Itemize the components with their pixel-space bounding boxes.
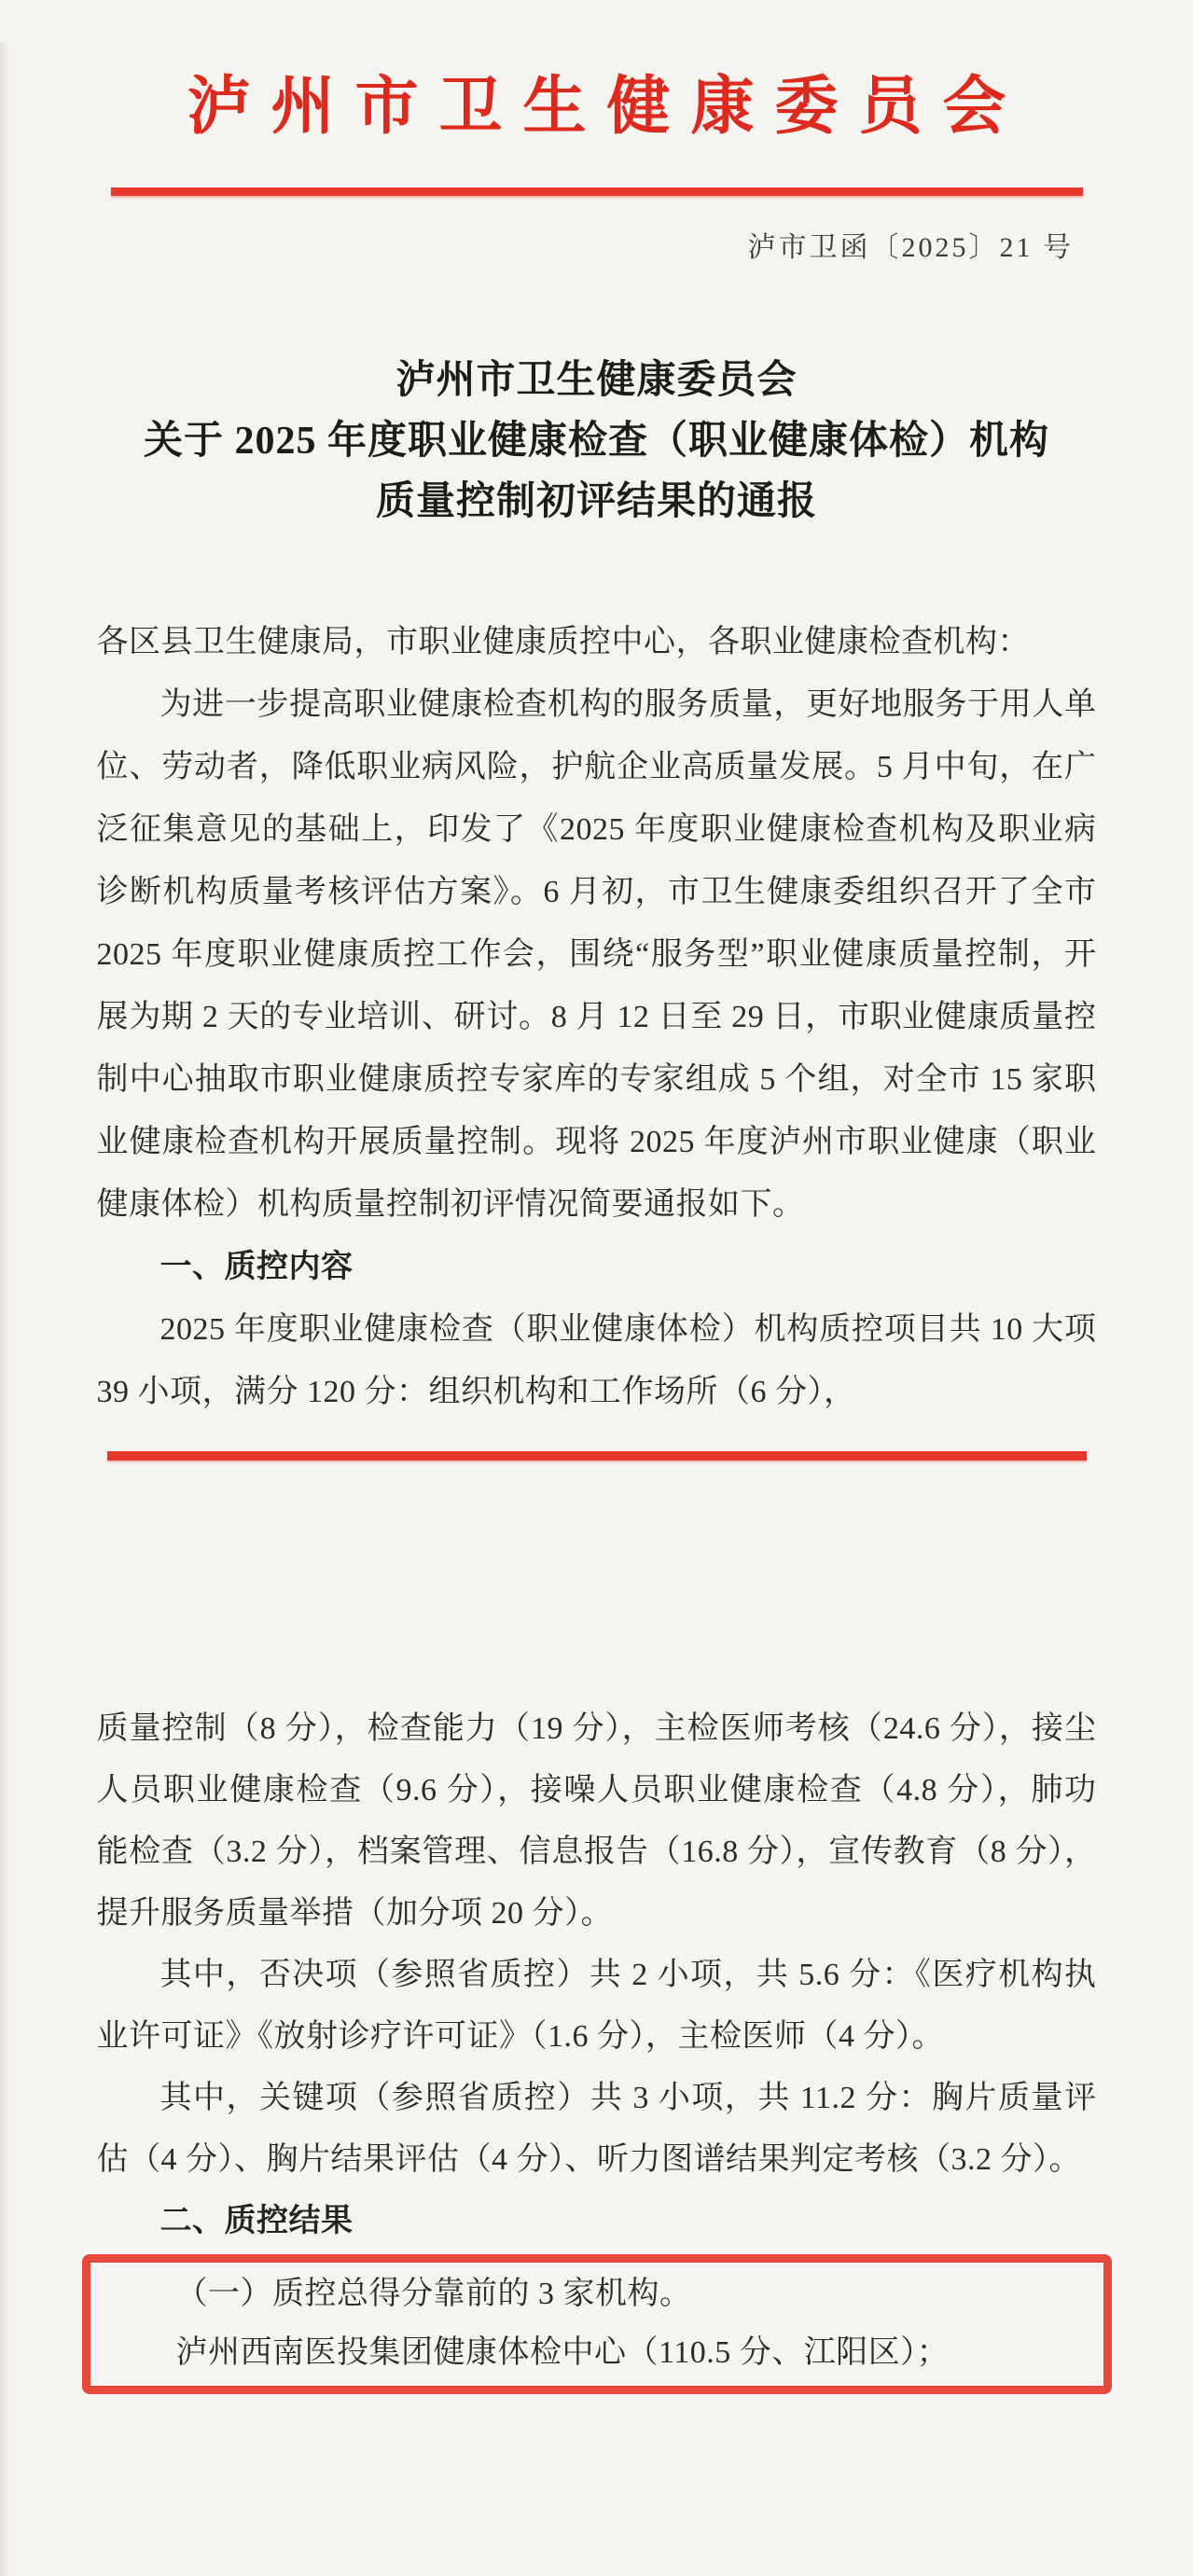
doc-title: [0, 351, 1193, 533]
doc-title-line-2: 关于 2025 年度职业健康检查（职业健康体检）机构: [143, 419, 1049, 463]
salutation: 各区县卫生健康局，市职业健康质控中心，各职业健康检查机构：: [96, 624, 1030, 659]
paragraph-veto-items: 其中，否决项（参照省质控）共 2 小项，共 5.6 分：《医疗机构执业许可证》《放射诊疗许可证》（1.6 分），主检医师（4 分）。: [96, 1957, 1097, 2054]
paragraph-quality-items-start: 2025 年度职业健康检查（职业健康体检）机构质控项目共 10 大项 39 小项，满分 120 分：组织机构和工作场所（6 分），: [96, 1311, 1097, 1409]
org-name-header: 泸州市卫生健康委员会: [187, 70, 1027, 142]
paragraph-quality-items-continued: 质量控制（8 分），检查能力（19 分），主检医师考核（24.6 分），接尘人员职业健康检查（9.6 分），接噪人员职业健康检查（4.8 分），肺功能检查（3.2 分），档案管理、信息报告（16.8 分），宣传教育（8 分），提升服务质量举措（加分项 20 分）。: [96, 1710, 1097, 1931]
doc-number: 泸市卫函〔2025〕21 号: [747, 231, 1074, 263]
doc-title-line-1: 泸州市卫生健康委员会: [395, 358, 798, 402]
highlight-box: [82, 2254, 1112, 2394]
page-edge-shadow: [0, 43, 9, 2576]
letterhead: [0, 43, 1193, 265]
section-heading-2: 二、质控结果: [160, 2203, 354, 2238]
paragraph-intro: 为进一步提高职业健康检查机构的服务质量，更好地服务于用人单位、劳动者，降低职业病风险，护航企业高质量发展。5 月中旬，在广泛征集意见的基础上，印发了《2025 年度职业健康检查机构及职业病诊断机构质量考核评估方案》。6 月初，市卫生健康委组织召开了全市 2025 年度职业健康质控工作会，围绕“服务型”职业健康质量控制，开展为期 2 天的专业培训、研讨。8 月 12 日至 29 日，市职业健康质量控制中心抽取市职业健康质控专家库的专家组成 5 个组，对全市 15 家职业健康检查机构开展质量控制。现将 2025 年度泸州市职业健康（职业健康体检）机构质量控制初评情况简要通报如下。: [96, 686, 1097, 1222]
paragraph-key-items: 其中，关键项（参照省质控）共 3 小项，共 11.2 分：胸片质量评估（4 分）、胸片结果评估（4 分）、听力图谱结果判定考核（3.2 分）。: [96, 2080, 1097, 2177]
doc-body-page-1: [97, 611, 1097, 1423]
doc-title-line-3: 质量控制初评结果的通报: [375, 479, 817, 523]
highlight-subheading: （一）质控总得分靠前的 3 家机构。: [175, 2276, 692, 2311]
letterhead-red-rule: [111, 187, 1083, 196]
doc-body-page-2: [97, 1698, 1097, 2394]
section-heading-1: 一、质控内容: [160, 1249, 354, 1284]
document-page: [0, 43, 1193, 2394]
highlight-top-institution: 泸州西南医投集团健康体检中心（110.5 分、江阳区）；: [175, 2334, 950, 2370]
page-separator-red-rule: [107, 1451, 1087, 1461]
